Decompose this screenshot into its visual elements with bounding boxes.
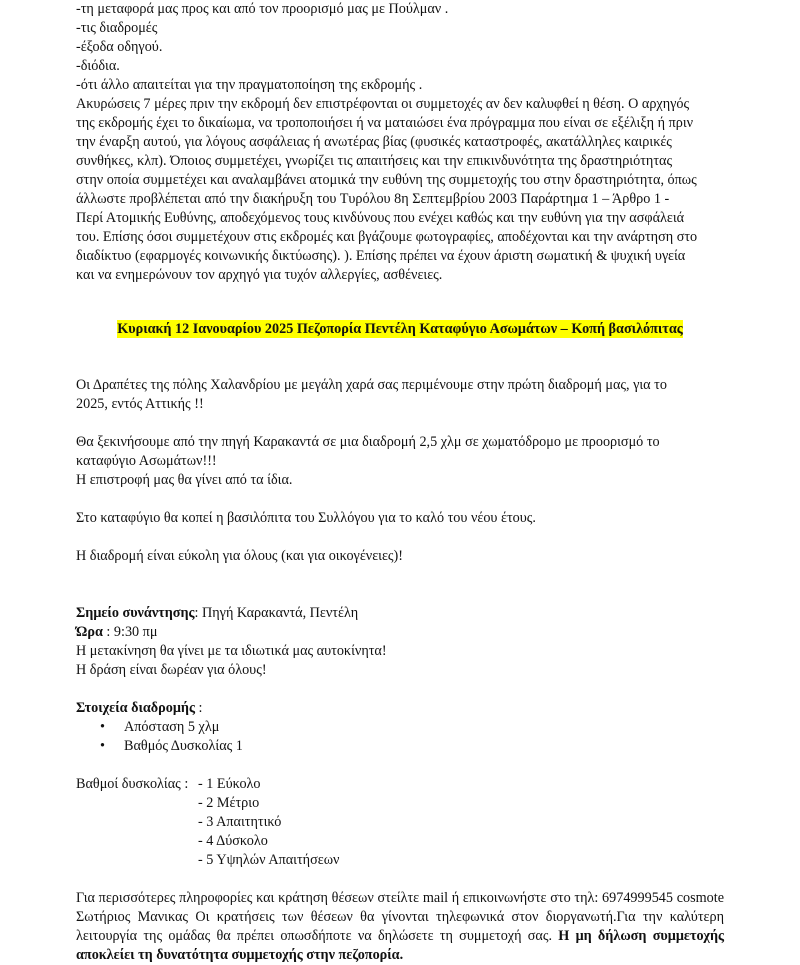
terms-line: και να ενημερώνουν τον αρχηγό για τυχόν αλλεργίες, ασθένειες. (76, 267, 443, 283)
terms-line: άλλωστε προβλέπεται από την διακήρυξη του Τυρόλου 8η Σεπτεμβρίου 2003 Παράρτημα 1 – Άρθρο 1 - (76, 191, 670, 207)
terms-line: διαδίκτυο (εφαρμογές κοινωνικής δικτύωσης). ). Επίσης πρέπει να έχουν άριστη σωματική & ψυχική υγεία (76, 248, 686, 264)
meeting-value: : Πηγή Καρακαντά, Πεντέλη (194, 605, 359, 621)
grade-item: - 2 Μέτριο (198, 795, 260, 811)
route-paragraph (76, 433, 724, 490)
event-title: Κυριακή 12 Ιανουαρίου 2025 Πεζοπορία Πεντέλη Καταφύγιο Ασωμάτων – Κοπή βασιλόπιτας (117, 321, 683, 337)
time-value: : 9:30 πμ (102, 624, 158, 640)
terms-line: της εκδρομής έχει το δικαίωμα, να τροποποιήσει ή να ματαιώσει ένα πρόγραμμα που είναι σε εξέλιξη ή πριν (76, 115, 694, 131)
grade-item: - 5 Υψηλών Απαιτήσεων (198, 852, 340, 868)
document-page (76, 0, 724, 965)
contact-text: Για περισσότερες πληροφορίες και κράτηση θέσεων στείλτε mail ή επικοινωνήστε στο τηλ: 6974999545 cosmote Σωτήριος Μανικας Οι κρατήσεις των θέσεων θα γίνονται τηλεφωνικά στον διοργανωτή.Για την καλύτερη λειτουργία της ομάδας θα πρέπει οπωσδήποτε να δηλώσετε τη συμμετοχή σας. (76, 890, 724, 944)
contact-warning: Η μη δήλωση συμμετοχής αποκλείει τη δυνατότητα συμμετοχής στην πεζοπορία. (76, 928, 725, 963)
grades-label: Βαθμοί δυσκολίας : (76, 776, 189, 792)
terms-paragraph (76, 95, 724, 285)
terms-line: στην οποία συμμετέχει και αναλαμβάνει ατομικά την ευθύνη της συμμετοχής του στην δραστηριότητα, όπως (76, 172, 697, 188)
meeting-point (76, 604, 724, 623)
grade-item: - 1 Εύκολο (198, 776, 261, 792)
grade-item: - 4 Δύσκολο (198, 833, 268, 849)
welcome-line: 2025, εντός Αττικής !! (76, 396, 204, 412)
terms-line: Περί Ατομικής Ευθύνης, αποδεχόμενος τους κινδύνους που ενέχει καθώς και την ευθύνη για την ασφάλειά (76, 210, 685, 226)
intro-line: -διόδια. (76, 58, 120, 74)
welcome-line: Οι Δραπέτες της πόλης Χαλανδρίου με μεγάλη χαρά σας περιμένουμε στην πρώτη διαδρομή μας, για το (76, 377, 667, 393)
grades-list (198, 775, 724, 870)
bullet-icon: • (100, 719, 105, 735)
intro-line: -τις διαδρομές (76, 20, 158, 36)
vasilopita-text: Στο καταφύγιο θα κοπεί η βασιλόπιτα του Συλλόγου για το καλό του νέου έτους. (76, 510, 536, 526)
welcome-paragraph (76, 376, 724, 414)
route-details-heading (76, 699, 724, 718)
time-label: Ώρα (76, 624, 103, 640)
list-item (76, 718, 724, 737)
difficulty-note: Η διαδρομή είναι εύκολη για όλους (και για οικογένειες)! (76, 548, 403, 564)
route-line: Θα ξεκινήσουμε από την πηγή Καρακαντά σε μια διαδρομή 2,5 χλμ σε χωματόδρομο με προορισμό το (76, 434, 660, 450)
intro-line: -ότι άλλο απαιτείται για την πραγματοποίηση της εκδρομής . (76, 77, 423, 93)
grade-item: - 3 Απαιτητικό (198, 814, 282, 830)
route-line: καταφύγιο Ασωμάτων!!! (76, 453, 217, 469)
detail-distance: Απόσταση 5 χλμ (124, 719, 220, 735)
terms-line: του. Επίσης όσοι συμμετέχουν στις εκδρομές και βγάζουμε φωτογραφίες, αποδέχονται και την ανάρτηση στο (76, 229, 698, 245)
terms-line: Ακυρώσεις 7 μέρες πριν την εκδρομή δεν επιστρέφονται οι συμμετοχές αν δεν καλυφθεί η θέση. Ο αρχηγός (76, 96, 690, 112)
list-item (76, 737, 724, 756)
meeting-time (76, 623, 724, 642)
route-line: Η επιστροφή μας θα γίνει από τα ίδια. (76, 472, 293, 488)
terms-line: συνθήκες, κλπ). Όποιος συμμετέχει, γνωρίζει τις απαιτήσεις και την επικινδυνότητα της δραστηριότητας (76, 153, 673, 169)
transport-text: Η μετακίνηση θα γίνει με τα ιδιωτικά μας αυτοκίνητα! (76, 643, 387, 659)
difficulty-grades (76, 775, 724, 870)
intro-line: -τη μεταφορά μας προς και από τον προορισμό μας με Πούλμαν . (76, 1, 449, 17)
details-colon: : (194, 700, 203, 716)
meeting-label: Σημείο συνάντησης (76, 605, 195, 621)
route-details-list (76, 718, 724, 756)
intro-list (76, 0, 724, 95)
bullet-icon: • (100, 738, 105, 754)
intro-line: -έξοδα οδηγού. (76, 39, 163, 55)
terms-line: την έναρξη αυτού, για λόγους ασφάλειας ή ανωτέρας βίας (φυσικές καταστροφές, ακατάλληλες καιρικές (76, 134, 672, 150)
details-label: Στοιχεία διαδρομής (76, 700, 195, 716)
event-title-block (76, 320, 724, 339)
free-text: Η δράση είναι δωρέαν για όλους! (76, 662, 267, 678)
contact-paragraph (76, 889, 724, 965)
detail-difficulty: Βαθμός Δυσκολίας 1 (124, 738, 243, 754)
